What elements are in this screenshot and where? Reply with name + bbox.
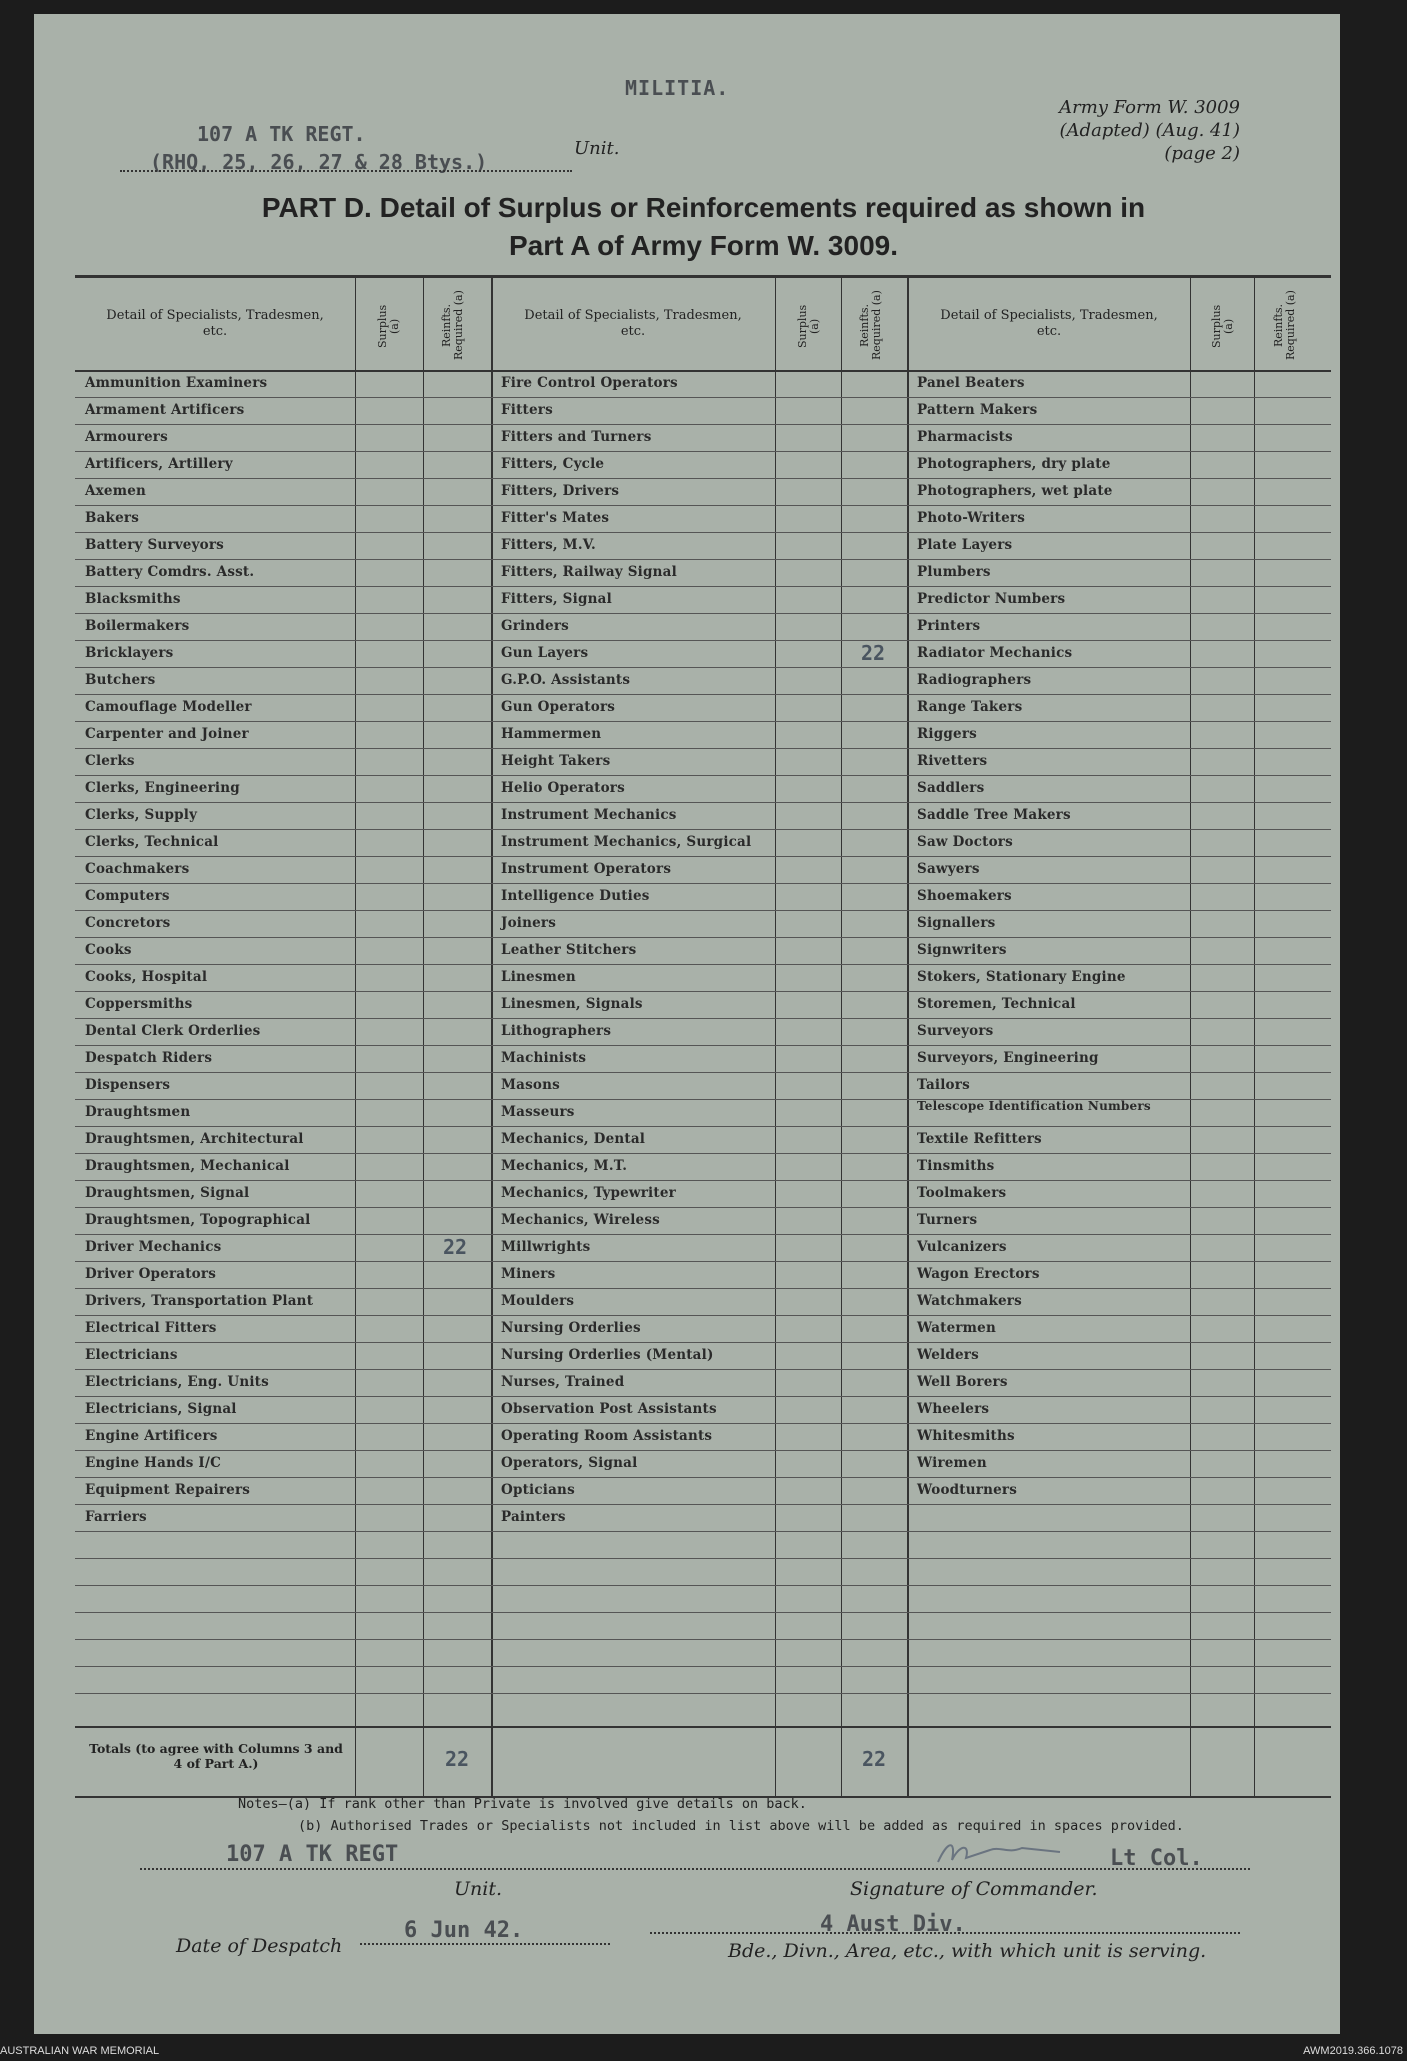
row-line	[75, 451, 1331, 452]
table-row-label: Millwrights	[501, 1239, 591, 1255]
table-row-label: Bricklayers	[85, 645, 174, 661]
table-row-label: Coppersmiths	[85, 996, 193, 1012]
notes	[238, 1793, 1184, 1837]
row-line	[75, 1666, 1331, 1667]
row-line	[75, 1072, 1331, 1073]
totals-label: Totals (to agree with Columns 3 and 4 of Part A.)	[89, 1741, 343, 1771]
form-ref-line1: Army Form W. 3009	[1059, 97, 1240, 118]
table-row-label: Armourers	[85, 429, 168, 445]
row-line	[75, 586, 1331, 587]
table-row-label: Computers	[85, 888, 170, 904]
bde-label: Bde., Divn., Area, etc., with which unit is serving.	[728, 1940, 1207, 1962]
page-title-line1: PART D. Detail of Surplus or Reinforcements required as shown in	[261, 192, 1146, 223]
bde-dotted-line	[650, 1932, 1240, 1934]
row-line	[75, 613, 1331, 614]
note-b: (b) Authorised Trades or Specialists not included in list above will be added as required in spaces provided.	[298, 1818, 1184, 1834]
table-row-label: Battery Surveyors	[85, 537, 224, 553]
row-line	[75, 1261, 1331, 1262]
table-row-label: Wiremen	[917, 1455, 987, 1471]
table-row-label: Photographers, dry plate	[917, 456, 1111, 472]
col1-header: Detail of Specialists, Tradesmen, etc.	[106, 308, 324, 339]
table-row-label: Signwriters	[917, 942, 1007, 958]
table-row-label: Vulcanizers	[917, 1239, 1007, 1255]
table-row-label: Saddle Tree Makers	[917, 807, 1071, 823]
row-line	[75, 937, 1331, 938]
table-row-label: Well Borers	[917, 1374, 1008, 1390]
row-line	[75, 802, 1331, 803]
table-row-label: Draughtsmen	[85, 1104, 191, 1120]
col3-surplus-header: Surplus (a)	[1210, 304, 1235, 348]
table-row-label: Carpenter and Joiner	[85, 726, 249, 742]
date-of-despatch-label: Date of Despatch	[176, 1935, 343, 1957]
table-row-label: Saddlers	[917, 780, 985, 796]
table-row-label: Signallers	[917, 915, 996, 931]
table-row-label: Radiator Mechanics	[917, 645, 1073, 661]
table-row-label: Camouflage Modeller	[85, 699, 252, 715]
unit-name-line2: (RHQ, 25, 26, 27 & 28 Btys.)	[150, 150, 488, 174]
row-line	[75, 829, 1331, 830]
table-row-label: Engine Hands I/C	[85, 1455, 222, 1471]
credit-right: AWM2019.366.1078	[1303, 2045, 1403, 2057]
table-row-label: Concretors	[85, 915, 171, 931]
row-line	[75, 1342, 1331, 1343]
table-row-label: Stokers, Stationary Engine	[917, 969, 1126, 985]
table-row-label: Clerks, Engineering	[85, 780, 240, 796]
table-row-label: Nursing Orderlies	[501, 1320, 641, 1336]
table-row-label: Axemen	[85, 483, 147, 499]
table-row-label: Radiographers	[917, 672, 1032, 688]
table-row-label: Mechanics, Wireless	[501, 1212, 660, 1228]
unit-dotted-line	[120, 170, 572, 172]
row-line	[75, 1531, 1331, 1532]
row-line	[75, 1504, 1331, 1505]
row-line	[75, 1045, 1331, 1046]
table-row-label: Storemen, Technical	[917, 996, 1076, 1012]
unit-name-line1: 107 A TK REGT.	[197, 122, 366, 146]
header-divider	[75, 370, 1331, 372]
table-row-label: Textile Refitters	[917, 1131, 1042, 1147]
table-row-label: Observation Post Assistants	[501, 1401, 717, 1417]
table-row-label: Dental Clerk Orderlies	[85, 1023, 261, 1039]
row-line	[75, 1423, 1331, 1424]
table-row-label: Coachmakers	[85, 861, 190, 877]
row-line	[75, 397, 1331, 398]
table-row-label: Woodturners	[917, 1482, 1017, 1498]
table-row-label: Masseurs	[501, 1104, 575, 1120]
table-row-label: Watchmakers	[917, 1293, 1022, 1309]
row-line	[75, 478, 1331, 479]
table-row-label: Miners	[501, 1266, 556, 1282]
row-line	[75, 964, 1331, 965]
row-line	[75, 1477, 1331, 1478]
table-row-label: Whitesmiths	[917, 1428, 1015, 1444]
col2-surplus-header: Surplus (a)	[796, 304, 821, 348]
table-row-label: Farriers	[85, 1509, 147, 1525]
form-ref-line3: (page 2)	[1164, 143, 1240, 164]
table-row-label: Draughtsmen, Mechanical	[85, 1158, 290, 1174]
row-line	[75, 1288, 1331, 1289]
footer-rank-value: Lt Col.	[1110, 1846, 1203, 1871]
row-line	[75, 559, 1331, 560]
table-row-label: Nursing Orderlies (Mental)	[501, 1347, 714, 1363]
col3-header: Detail of Specialists, Tradesmen, etc.	[940, 308, 1158, 339]
row-line	[75, 1639, 1331, 1640]
row-line	[75, 1558, 1331, 1559]
table-row-label: Intelligence Duties	[501, 888, 650, 904]
table-row-label: Despatch Riders	[85, 1050, 213, 1066]
note-a: Notes—(a) If rank other than Private is involved give details on back.	[238, 1796, 807, 1812]
militia-stamp: MILITIA.	[625, 76, 730, 100]
table-row-label: Surveyors, Engineering	[917, 1050, 1099, 1066]
table-row-label: Shoemakers	[917, 888, 1012, 904]
table-row-label: Fitters, Cycle	[501, 456, 605, 472]
specialists-table	[75, 275, 1331, 1798]
table-row-label: Gun Layers	[501, 645, 589, 661]
table-row-label: Plumbers	[917, 564, 991, 580]
table-row-label: Driver Operators	[85, 1266, 216, 1282]
row-line	[75, 1693, 1331, 1694]
row-line	[75, 424, 1331, 425]
table-row-label: G.P.O. Assistants	[501, 672, 631, 688]
table-row-label: Cooks	[85, 942, 132, 958]
table-row-label: Joiners	[501, 915, 557, 931]
table-row-label: Leather Stitchers	[501, 942, 637, 958]
table-row-label: Helio Operators	[501, 780, 625, 796]
row-line	[75, 1018, 1331, 1019]
table-row-label: Rivetters	[917, 753, 988, 769]
table-row-label: Fitters, Drivers	[501, 483, 620, 499]
table-row-label: Fitters, Signal	[501, 591, 612, 607]
form-reference	[1000, 96, 1240, 165]
table-row-label: Telescope Identification Numbers	[917, 1099, 1151, 1113]
row-line	[75, 910, 1331, 911]
table-row-label: Clerks, Technical	[85, 834, 219, 850]
table-row-label: Mechanics, Typewriter	[501, 1185, 676, 1201]
table-row-label: Range Takers	[917, 699, 1023, 715]
footer-unit-value: 107 A TK REGT	[226, 1842, 399, 1867]
table-row-label: Driver Mechanics	[85, 1239, 222, 1255]
table-row-label: Photo-Writers	[917, 510, 1026, 526]
row-line	[75, 991, 1331, 992]
row-line	[75, 1450, 1331, 1451]
table-row-label: Turners	[917, 1212, 978, 1228]
table-row-label: Fitters and Turners	[501, 429, 652, 445]
reinf-value: 22	[442, 1235, 468, 1259]
table-row-label: Photographers, wet plate	[917, 483, 1113, 499]
row-line	[75, 883, 1331, 884]
table-row-label: Grinders	[501, 618, 569, 634]
table-row-label: Predictor Numbers	[917, 591, 1066, 607]
row-line	[75, 694, 1331, 695]
table-row-label: Engine Artificers	[85, 1428, 218, 1444]
table-row-label: Riggers	[917, 726, 977, 742]
date-of-despatch-value: 6 Jun 42.	[404, 1918, 524, 1943]
table-row-label: Toolmakers	[917, 1185, 1007, 1201]
table-row-label: Electricians, Eng. Units	[85, 1374, 269, 1390]
table-row-label: Nurses, Trained	[501, 1374, 625, 1390]
table-row-label: Linesmen	[501, 969, 576, 985]
table-row-label: Linesmen, Signals	[501, 996, 643, 1012]
col1-reinf-header: Reinfts. Required (a)	[440, 290, 465, 360]
page-title-line2: Part A of Army Form W. 3009.	[509, 230, 898, 261]
table-row-label: Clerks	[85, 753, 135, 769]
table-row-label: Draughtsmen, Topographical	[85, 1212, 311, 1228]
row-line	[75, 1612, 1331, 1613]
table-row-label: Gun Operators	[501, 699, 616, 715]
table-row-label: Painters	[501, 1509, 566, 1525]
table-row-label: Wagon Erectors	[917, 1266, 1040, 1282]
table-row-label: Draughtsmen, Architectural	[85, 1131, 304, 1147]
table-row-label: Moulders	[501, 1293, 575, 1309]
table-row-label: Blacksmiths	[85, 591, 181, 607]
table-row-label: Boilermakers	[85, 618, 190, 634]
row-line	[75, 1207, 1331, 1208]
footer-unit-label: Unit.	[454, 1878, 503, 1900]
col3-reinf-header: Reinfts. Required (a)	[1272, 290, 1297, 360]
totals-col1-reinf: 22	[444, 1747, 470, 1771]
bde-value: 4 Aust Div.	[820, 1912, 966, 1937]
row-line	[75, 856, 1331, 857]
totals-divider	[75, 1726, 1331, 1728]
table-row-label: Ammunition Examiners	[85, 375, 268, 391]
row-line	[75, 1234, 1331, 1235]
row-line	[75, 667, 1331, 668]
col2-header: Detail of Specialists, Tradesmen, etc.	[524, 308, 742, 339]
table-row-label: Fitters, Railway Signal	[501, 564, 677, 580]
table-row-label: Dispensers	[85, 1077, 171, 1093]
table-row-label: Hammermen	[501, 726, 602, 742]
row-line	[75, 1396, 1331, 1397]
table-row-label: Panel Beaters	[917, 375, 1025, 391]
table-row-label: Opticians	[501, 1482, 575, 1498]
table-row-label: Saw Doctors	[917, 834, 1013, 850]
signature-dotted-line	[140, 1868, 1250, 1870]
table-row-label: Armament Artificers	[85, 402, 245, 418]
row-line	[75, 1153, 1331, 1154]
table-row-label: Battery Comdrs. Asst.	[85, 564, 255, 580]
table-row-label: Drivers, Transportation Plant	[85, 1293, 314, 1309]
row-line	[75, 640, 1331, 641]
date-dotted-line	[360, 1943, 610, 1945]
table-row-label: Printers	[917, 618, 981, 634]
table-row-label: Pattern Makers	[917, 402, 1038, 418]
table-row-label: Equipment Repairers	[85, 1482, 251, 1498]
table-row-label: Fitter's Mates	[501, 510, 610, 526]
table-row-label: Mechanics, Dental	[501, 1131, 646, 1147]
form-ref-line2: (Adapted) (Aug. 41)	[1059, 120, 1240, 141]
table-row-label: Fitters	[501, 402, 553, 418]
table-row-label: Machinists	[501, 1050, 587, 1066]
commander-signature-icon	[930, 1836, 1070, 1872]
credit-left: AUSTRALIAN WAR MEMORIAL	[0, 2045, 160, 2057]
table-row-label: Watermen	[917, 1320, 996, 1336]
row-line	[75, 1585, 1331, 1586]
table-row-label: Tinsmiths	[917, 1158, 995, 1174]
row-line	[75, 1315, 1331, 1316]
reinf-value: 22	[860, 641, 886, 665]
table-row-label: Bakers	[85, 510, 140, 526]
table-row-label: Height Takers	[501, 753, 611, 769]
table-row-label: Plate Layers	[917, 537, 1013, 553]
table-row-label: Lithographers	[501, 1023, 612, 1039]
table-row-label: Draughtsmen, Signal	[85, 1185, 250, 1201]
table-row-label: Fire Control Operators	[501, 375, 678, 391]
table-row-label: Butchers	[85, 672, 156, 688]
table-row-label: Sawyers	[917, 861, 980, 877]
table-row-label: Mechanics, M.T.	[501, 1158, 628, 1174]
table-row-label: Tailors	[917, 1077, 970, 1093]
row-line	[75, 505, 1331, 506]
table-row-label: Pharmacists	[917, 429, 1013, 445]
col1-surplus-header: Surplus (a)	[376, 304, 401, 348]
table-row-label: Masons	[501, 1077, 560, 1093]
table-row-label: Electricians	[85, 1347, 178, 1363]
row-line	[75, 721, 1331, 722]
table-row-label: Operators, Signal	[501, 1455, 638, 1471]
table-row-label: Electrical Fitters	[85, 1320, 217, 1336]
table-row-label: Electricians, Signal	[85, 1401, 237, 1417]
row-line	[75, 1126, 1331, 1127]
table-row-label: Instrument Operators	[501, 861, 672, 877]
totals-col2-reinf: 22	[861, 1747, 887, 1771]
row-line	[75, 748, 1331, 749]
footer-signature-label: Signature of Commander.	[850, 1878, 1098, 1900]
table-row-label: Surveyors	[917, 1023, 994, 1039]
table-row-label: Clerks, Supply	[85, 807, 198, 823]
row-line	[75, 1369, 1331, 1370]
row-line	[75, 532, 1331, 533]
unit-label: Unit.	[574, 138, 620, 159]
table-row-label: Cooks, Hospital	[85, 969, 208, 985]
table-row-label: Instrument Mechanics	[501, 807, 677, 823]
row-line	[75, 775, 1331, 776]
table-row-label: Fitters, M.V.	[501, 537, 596, 553]
row-line	[75, 1180, 1331, 1181]
table-row-label: Wheelers	[917, 1401, 990, 1417]
table-row-label: Instrument Mechanics, Surgical	[501, 834, 752, 850]
table-row-label: Operating Room Assistants	[501, 1428, 713, 1444]
table-row-label: Artificers, Artillery	[85, 456, 233, 472]
table-row-label: Welders	[917, 1347, 979, 1363]
col2-reinf-header: Reinfts. Required (a)	[858, 290, 883, 360]
